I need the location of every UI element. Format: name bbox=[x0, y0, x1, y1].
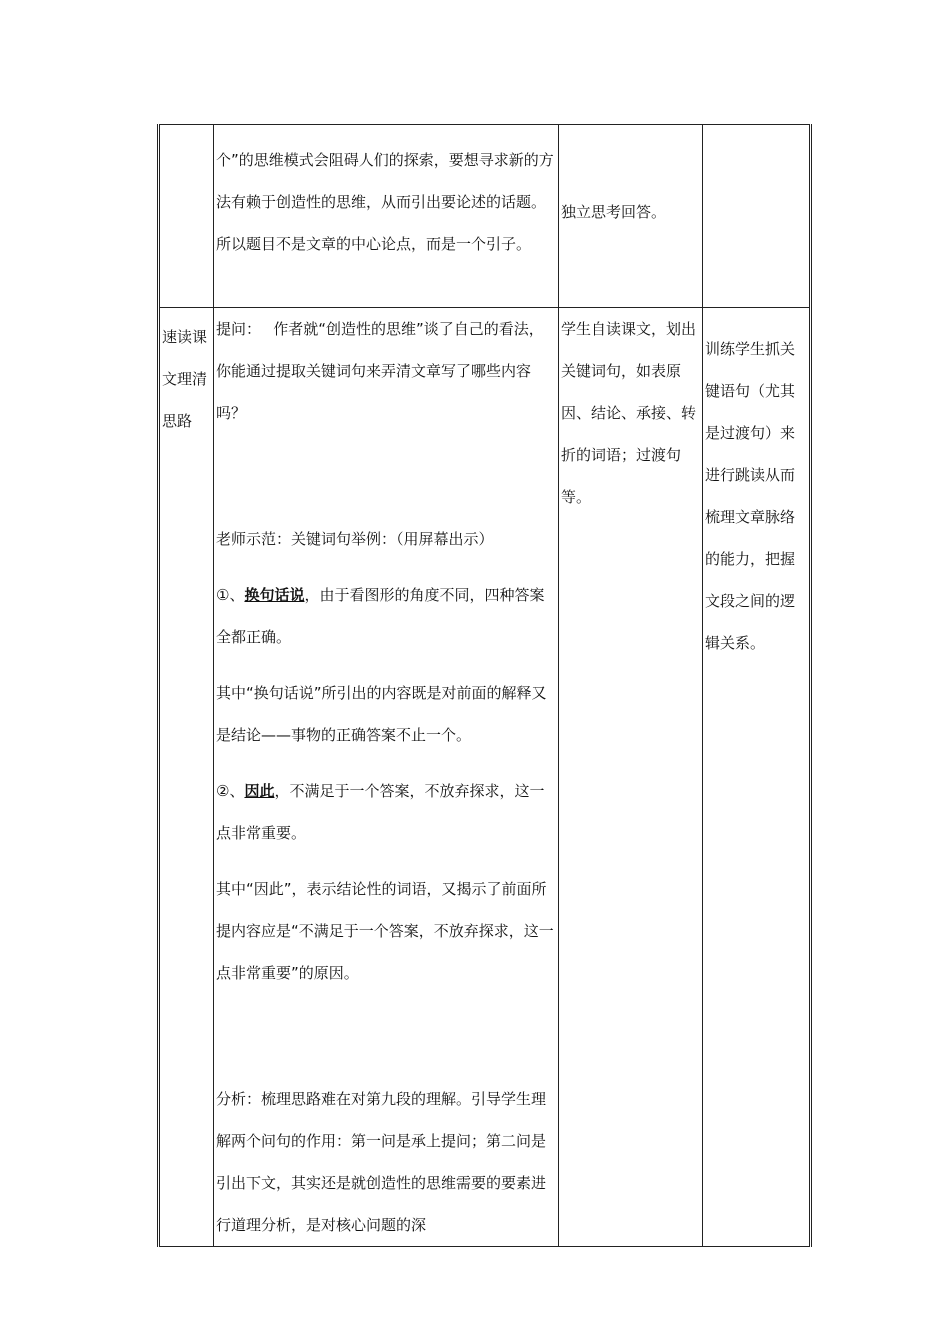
example-2-prefix: ②、 bbox=[216, 782, 245, 800]
content-cell bbox=[214, 308, 559, 1247]
goal-cell-empty bbox=[703, 125, 811, 308]
analysis-text: 分析：梳理思路难在对第九段的理解。引导学生理解两个问句的作用：第一问是承上提问；第二问是引出下文，其实还是就创造性的思维需要的要素进行道理分析，是对核心问题的深 bbox=[216, 1090, 547, 1234]
student-activity-cell bbox=[559, 125, 703, 308]
example-2-rest: ，不满足于一个答案，不放弃探求，这一点非常重要。 bbox=[216, 782, 545, 842]
goal-text: 训练学生抓关键语句（尤其是过渡句）来进行跳读从而梳理文章脉络的能力，把握文段之间的逻辑关系。 bbox=[705, 340, 796, 652]
student-activity-cell bbox=[559, 308, 703, 1247]
goal-cell bbox=[703, 308, 811, 1247]
table-row bbox=[159, 125, 811, 308]
example-2 bbox=[216, 770, 558, 854]
content-cell bbox=[214, 125, 559, 308]
example-2-note: 其中“因此”，表示结论性的词语，又揭示了前面所提内容应是“不满足于一个答案，不放弃探求，这一点非常重要”的原因。 bbox=[216, 880, 554, 982]
lesson-plan-table bbox=[157, 124, 812, 1247]
demo-title: 老师示范：关键词句举例：（用屏幕出示） bbox=[216, 530, 494, 548]
table-row bbox=[159, 308, 811, 1247]
question-text: 提问： 作者就“创造性的思维”谈了自己的看法，你能通过提取关键词句来弄清文章写了哪些内容吗？ bbox=[216, 320, 544, 422]
example-1-keyword: 换句话说 bbox=[244, 586, 305, 604]
example-1-prefix: ①、 bbox=[216, 586, 245, 604]
stage-cell-empty bbox=[159, 125, 214, 308]
student-activity-text: 学生自读课文，划出关键词句，如表原因、结论、承接、转折的词语；过渡句等。 bbox=[561, 320, 697, 506]
stage-label: 速读课文理清思路 bbox=[162, 328, 208, 430]
stage-cell bbox=[159, 308, 214, 1247]
example-1-rest: ，由于看图形的角度不同，四种答案全都正确。 bbox=[216, 586, 545, 646]
example-1-note: 其中“换句话说”所引出的内容既是对前面的解释又是结论——事物的正确答案不止一个。 bbox=[216, 684, 547, 744]
content-text: 个”的思维模式会阻碍人们的探索，要想寻求新的方法有赖于创造性的思维，从而引出要论述的话题。所以题目不是文章的中心论点，而是一个引子。 bbox=[216, 151, 554, 253]
student-activity-text: 独立思考回答。 bbox=[561, 203, 667, 221]
example-1 bbox=[216, 574, 558, 658]
lesson-plan-page bbox=[157, 124, 809, 1234]
example-2-keyword: 因此 bbox=[244, 782, 275, 800]
